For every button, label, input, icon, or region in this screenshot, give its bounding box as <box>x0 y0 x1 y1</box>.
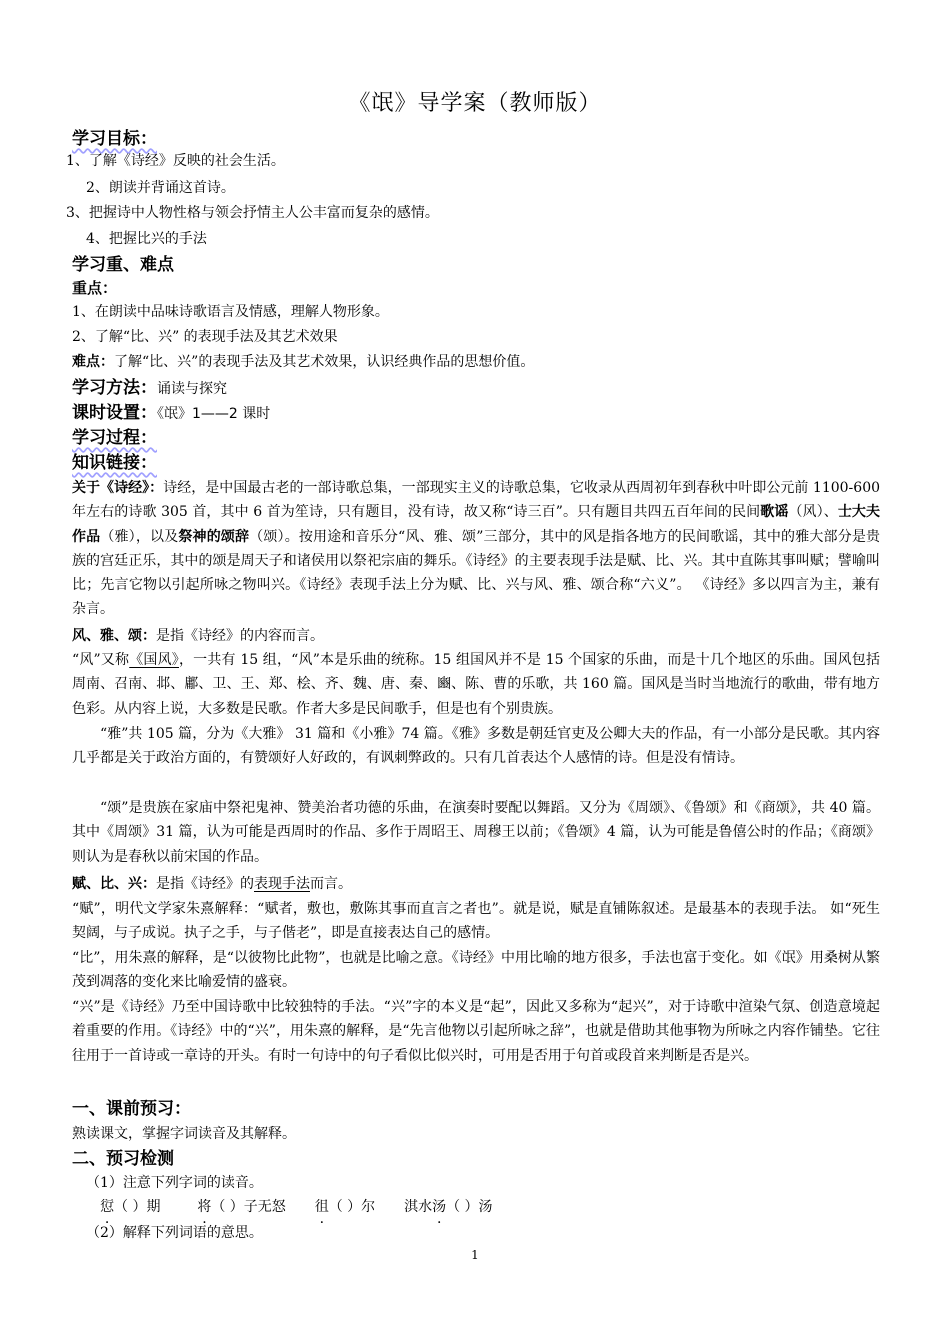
word-item: 将（ ）子无怒 <box>197 1199 286 1215</box>
fbx-label: 赋、比、兴： <box>72 876 156 892</box>
word-item: 淇水汤（ ）汤 <box>404 1199 493 1215</box>
method-label: 学习方法： <box>72 378 157 398</box>
goal-item-1: 1、了解《诗经》反映的社会生活。 <box>66 153 285 169</box>
schedule-line <box>72 401 270 426</box>
shijing-paragraph: 关于《诗经》：诗经，是中国最古老的一部诗歌总集，一部现实主义的诗歌总集，它收录从西周初年到春秋中叶即公元前 1100-600 年左右的诗歌 305 首，其中 6 首为笙诗，只有题目，没有诗，故又称“诗三百”。只有题目共四五百年间的民间歌谣（风）、士大夫作品（雅），以及祭神的颂辞（颂）。按用途和音乐分“风、雅、颂”三部分，其中的风是指各地方的民间歌谣，其中的雅大部分是贵族的宫廷正乐，其中的颂是周天子和诸侯用以祭祀宗庙的舞乐。《诗经》的主要表现手法是赋、比、兴。其中直陈其事叫赋；譬喻叫比；先言它物以引起所咏之物叫兴。《诗经》表现手法上分为赋、比、兴与风、雅、颂合称“六义”。 《诗经》多以四言为主，兼有杂言。 <box>72 480 881 618</box>
pronunciation-row <box>100 1195 493 1219</box>
preview-heading: 一、课前预习： <box>72 1099 191 1119</box>
fys-heading-line: 风、雅、颂：是指《诗经》的内容而言。 <box>72 628 324 644</box>
goal-item-4: 4、把握比兴的手法 <box>86 231 207 247</box>
check-q1: （1）注意下列字词的读音。 <box>86 1175 263 1191</box>
document-title: 《氓》导学案（教师版） <box>348 91 602 116</box>
preview-text: 熟读课文，掌握字词读音及其解释。 <box>72 1126 296 1142</box>
ya-paragraph: “雅”共 105 篇，分为《大雅》 31 篇和《小雅》74 篇。《雅》多数是朝廷官吏及公卿大夫的作品，有一小部分是民歌。其内容几乎都是关于政治方面的，有赞颂好人好政的，有讽刺弊政的。只有几首表达个人感情的诗。但是没有情诗。 <box>72 726 880 767</box>
schedule-label: 课时设置： <box>72 403 157 423</box>
key-item-1: 1、在朗读中品味诗歌语言及情感，理解人物形象。 <box>72 304 389 320</box>
fys-label: 风、雅、颂： <box>72 628 156 644</box>
goals-heading: 学习目标： <box>72 129 157 149</box>
fbx-heading-line: 赋、比、兴：是指《诗经》的表现手法而言。 <box>72 876 352 892</box>
process-heading: 学习过程： <box>72 428 157 448</box>
check-q2: （2）解释下列词语的意思。 <box>86 1225 263 1241</box>
word-item: 愆（ ）期 <box>100 1199 161 1215</box>
xing-paragraph: “兴”是《诗经》乃至中国诗歌中比较独特的手法。“兴”字的本义是“起”，因此又多称为“起兴”，对于诗歌中渲染气氛、创造意境起着重要的作用。《诗经》中的“兴”，用朱熹的解释，是“先言他物以引起所咏之辞”，也就是借助其他事物为所咏之内容作铺垫。它往往用于一首诗或一章诗的开头。有时一句诗中的句子看似比似兴时，可用是否用于句首或段首来判断是否是兴。 <box>72 999 880 1064</box>
feng-paragraph: “风”又称《国风》，一共有 15 组，“风”本是乐曲的统称。15 组国风并不是 15 个国家的乐曲，而是十几个地区的乐曲。国风包括周南、召南、邶、鄘、卫、王、郑、桧、齐、魏、唐、秦、豳、陈、曹的乐歌，共 160 篇。国风是当时当地流行的歌曲，带有地方色彩。从内容上说，大多数是民歌。作者大多是民间歌手，但是也有个别贵族。 <box>72 652 880 717</box>
key-item-2: 2、了解“比、兴” 的表现手法及其艺术效果 <box>72 329 338 345</box>
goal-item-2: 2、朗读并背诵这首诗。 <box>86 180 235 196</box>
shijing-label: 关于《诗经》： <box>72 480 164 496</box>
fu-paragraph: “赋”，明代文学家朱熹解释：“赋者，敷也，敷陈其事而直言之者也”。就是说，赋是直铺陈叙述。是最基本的表现手法。 如“死生契阔，与子成说。执子之手，与子偕老”，即是直接表达自己的感情。 <box>72 901 880 942</box>
focus-heading: 学习重、难点 <box>72 255 174 275</box>
difficulty-line <box>72 350 534 374</box>
knowledge-heading: 知识链接： <box>72 453 157 473</box>
difficulty-label: 难点： <box>72 354 114 370</box>
method-line <box>72 376 227 401</box>
page-number: 1 <box>471 1248 479 1262</box>
bi-paragraph: “比”，用朱熹的解释，是“以彼物比此物”，也就是比喻之意。《诗经》中用比喻的地方很多，手法也富于变化。如《氓》用桑树从繁茂到凋落的变化来比喻爱情的盛衰。 <box>72 950 880 991</box>
method-value: 诵读与探究 <box>157 381 227 397</box>
schedule-value: 《氓》1——2 课时 <box>157 406 271 422</box>
key-label: 重点： <box>72 279 118 297</box>
difficulty-text: 了解“比、兴”的表现手法及其艺术效果，认识经典作品的思想价值。 <box>114 354 535 370</box>
goal-item-3: 3、把握诗中人物性格与领会抒情主人公丰富而复杂的感情。 <box>66 205 439 221</box>
song-paragraph: “颂”是贵族在家庙中祭祀鬼神、赞美治者功德的乐曲，在演奏时要配以舞蹈。又分为《周颂》、《鲁颂》和《商颂》，共 40 篇。其中《周颂》31 篇，认为可能是西周时的作品、多作于周昭王、周穆王以前；《鲁颂》4 篇，认为可能是鲁僖公时的作品；《商颂》则认为是春秋以前宋国的作品。 <box>72 800 880 865</box>
check-heading: 二、预习检测 <box>72 1149 174 1169</box>
word-item: 徂（ ）尔 <box>314 1199 376 1215</box>
